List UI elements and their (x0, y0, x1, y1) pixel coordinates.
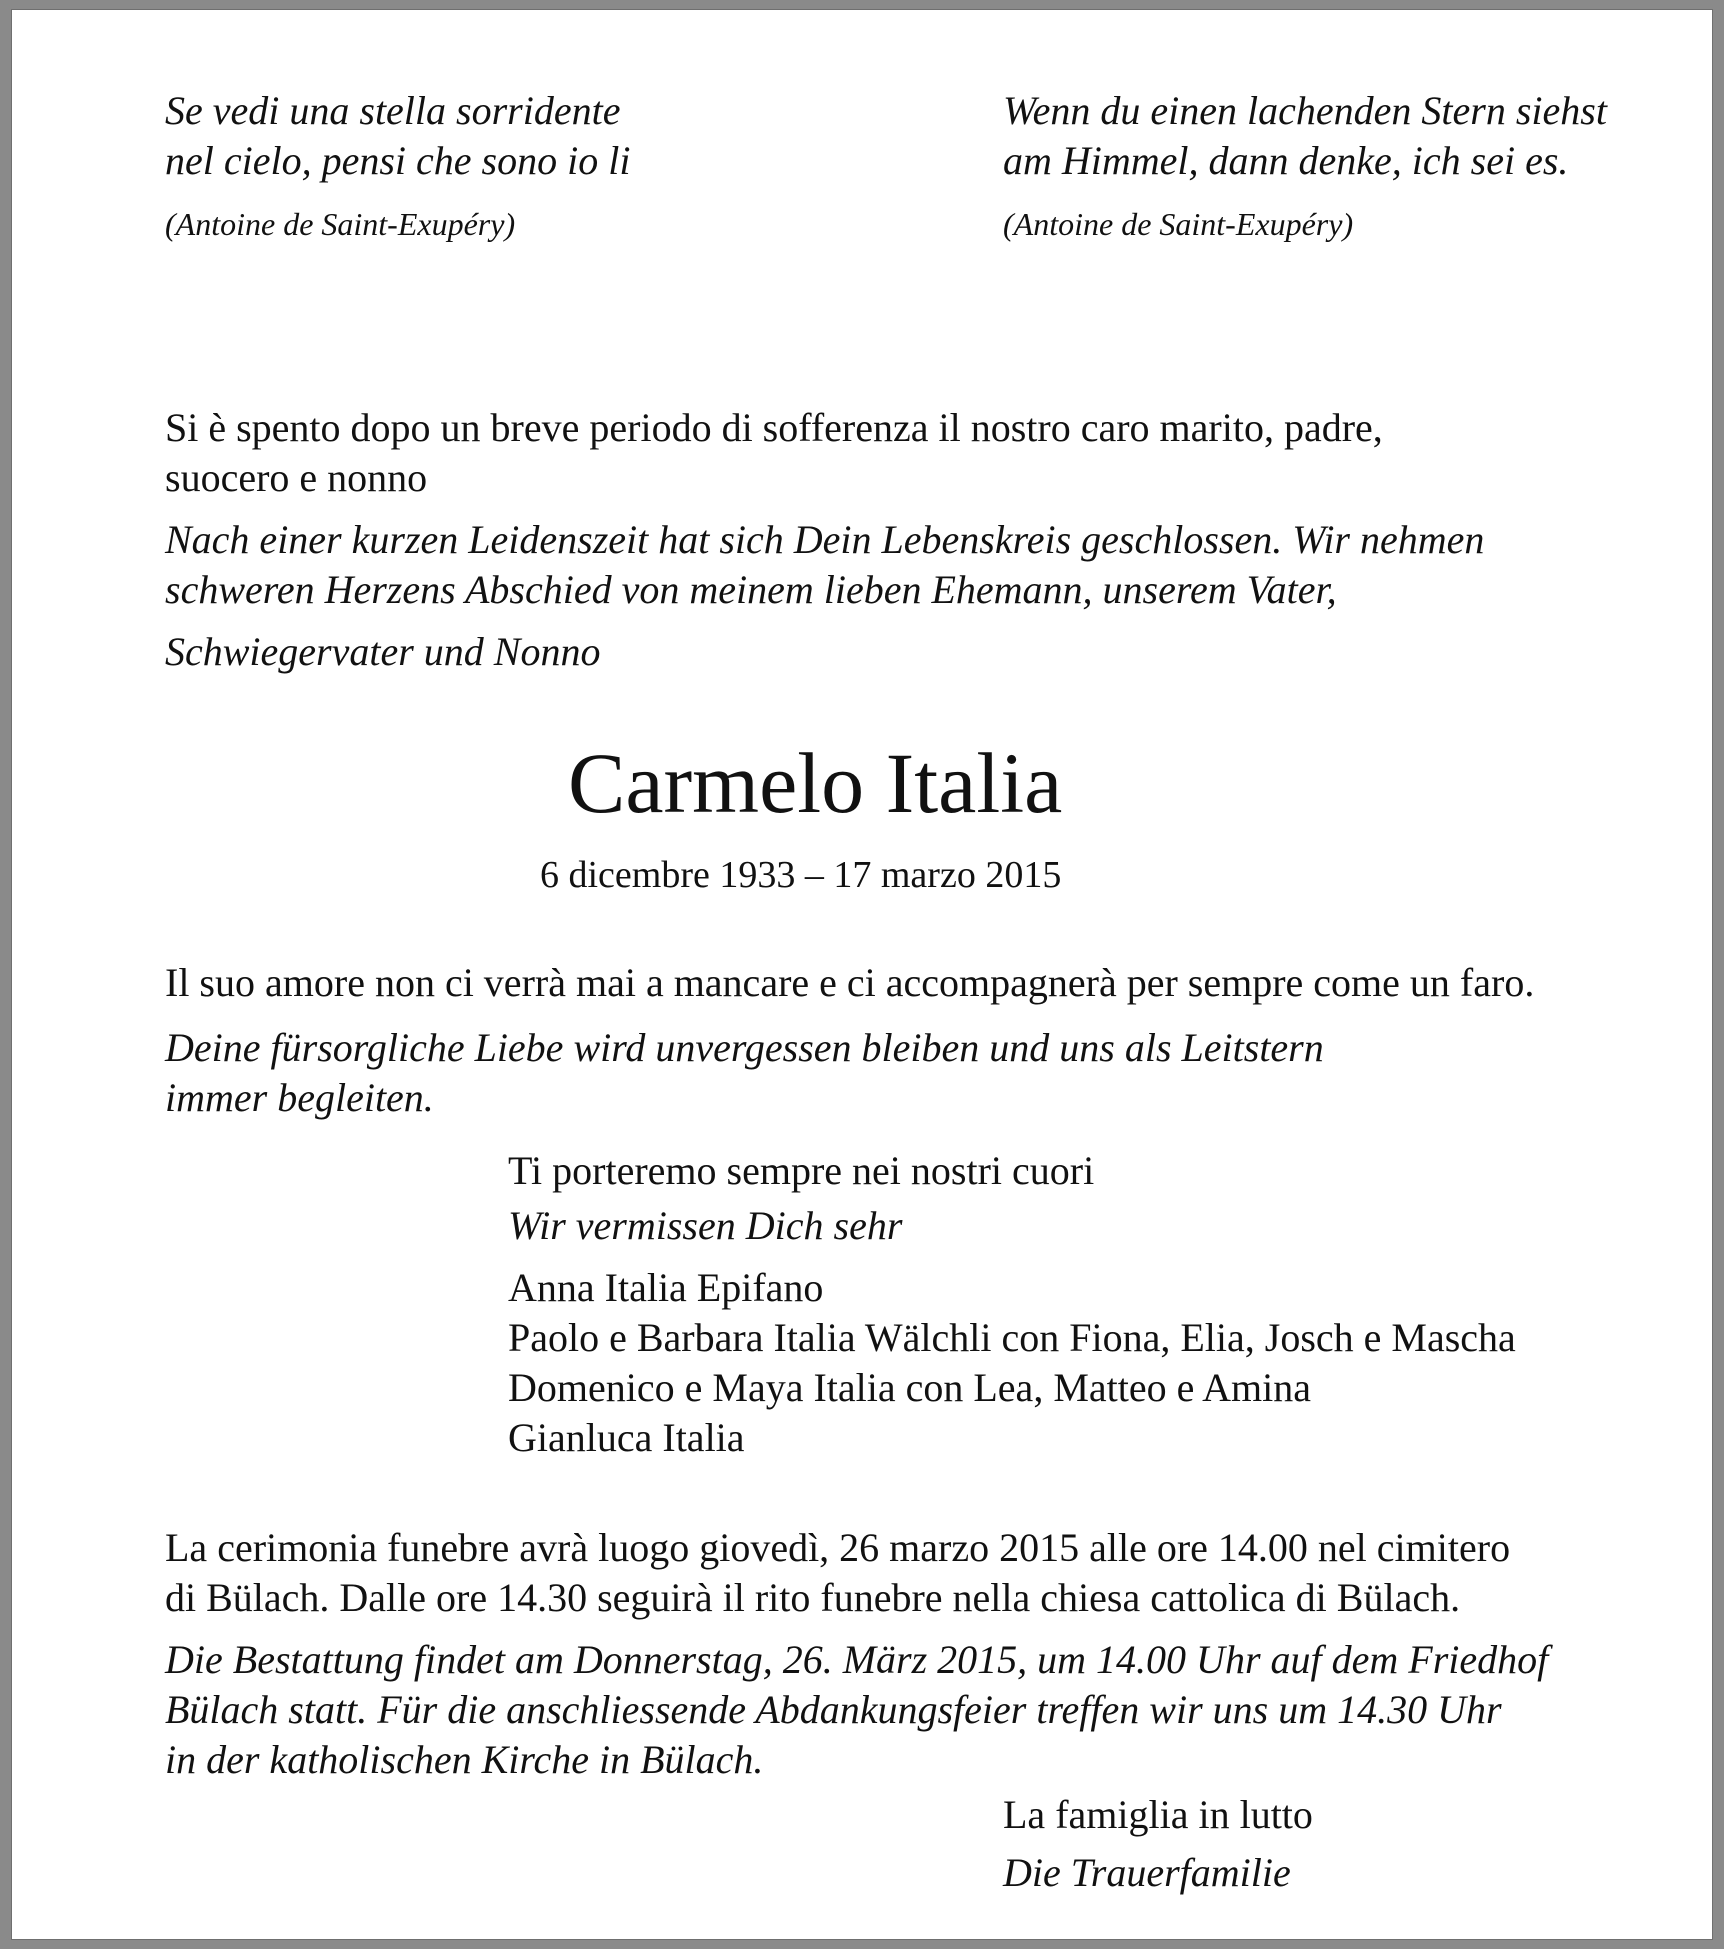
family-name-1: Anna Italia Epifano (508, 1265, 824, 1310)
love-german-line-1: Deine fürsorgliche Liebe wird unvergessen bleiben und uns als Leitstern (165, 1025, 1324, 1070)
hearts-german: Wir vermissen Dich sehr (508, 1203, 903, 1248)
intro-german-line-2: schweren Herzens Abschied von meinem lieben Ehemann, unserem Vater, (165, 567, 1337, 612)
signature-italian: La famiglia in lutto (1003, 1792, 1313, 1837)
family-name-3: Domenico e Maya Italia con Lea, Matteo e Amina (508, 1365, 1312, 1410)
quote-italian-line-1: Se vedi una stella sorridente (165, 88, 621, 133)
ceremony-italian-line-2: di Bülach. Dalle ore 14.30 seguirà il rito funebre nella chiesa cattolica di Bülach. (165, 1575, 1461, 1620)
obituary-page (12, 10, 1712, 1939)
quote-german-line-1: Wenn du einen lachenden Stern siehst (1003, 88, 1607, 133)
deceased-dates: 6 dicembre 1933 – 17 marzo 2015 (540, 854, 1062, 896)
family-name-2: Paolo e Barbara Italia Wälchli con Fiona, Elia, Josch e Mascha (508, 1315, 1516, 1360)
intro-italian-line-1: Si è spento dopo un breve periodo di sofferenza il nostro caro marito, padre, (165, 405, 1383, 450)
quote-italian-line-2: nel cielo, pensi che sono io li (165, 138, 631, 183)
quote-german-line-2: am Himmel, dann denke, ich sei es. (1003, 138, 1569, 183)
love-italian-line-1: Il suo amore non ci verrà mai a mancare e ci accompagnerà per sempre come un faro. (165, 960, 1535, 1005)
ceremony-italian-line-1: La cerimonia funebre avrà luogo giovedì, 26 marzo 2015 alle ore 14.00 nel cimitero (165, 1525, 1511, 1570)
deceased-name: Carmelo Italia (568, 735, 1063, 831)
family-name-4: Gianluca Italia (508, 1415, 745, 1460)
signature-german: Die Trauerfamilie (1003, 1850, 1291, 1895)
hearts-italian: Ti porteremo sempre nei nostri cuori (508, 1148, 1095, 1193)
intro-german-line-3: Schwiegervater und Nonno (165, 629, 601, 674)
intro-german-line-1: Nach einer kurzen Leidenszeit hat sich Dein Lebenskreis geschlossen. Wir nehmen (165, 517, 1485, 562)
intro-italian-line-2: suocero e nonno (165, 455, 428, 500)
ceremony-german-line-1: Die Bestattung findet am Donnerstag, 26. März 2015, um 14.00 Uhr auf dem Friedhof (165, 1637, 1549, 1682)
quote-german-author: (Antoine de Saint-Exupéry) (1003, 206, 1354, 242)
ceremony-german-line-3: in der katholischen Kirche in Bülach. (165, 1737, 764, 1782)
quote-italian-author: (Antoine de Saint-Exupéry) (165, 206, 516, 242)
love-german-line-2: immer begleiten. (165, 1075, 434, 1120)
ceremony-german-line-2: Bülach statt. Für die anschliessende Abdankungsfeier treffen wir uns um 14.30 Uhr (165, 1687, 1502, 1732)
